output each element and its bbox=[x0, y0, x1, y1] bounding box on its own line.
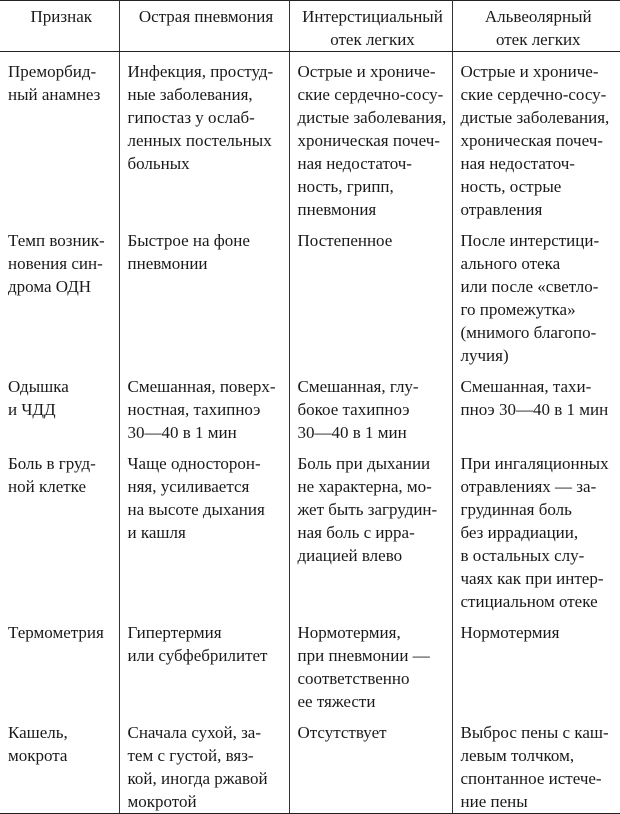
cell-sign: Кашель, мокрота bbox=[0, 713, 119, 814]
cell-alveolar: Нормотермия bbox=[452, 613, 620, 713]
header-pneumonia: Острая пневмония bbox=[119, 1, 289, 52]
cell-interstitial: Постепенное bbox=[289, 221, 452, 367]
cell-pneumonia: Чаще односторон- няя, усиливается на высоте дыхания и кашля bbox=[119, 444, 289, 613]
table-row bbox=[0, 613, 620, 713]
table-row bbox=[0, 713, 620, 814]
cell-interstitial: Нормотермия, при пневмонии — соответственно ее тяжести bbox=[289, 613, 452, 713]
cell-interstitial: Острые и хрониче- ские сердечно-сосу- дистые заболевания, хроническая почеч- ная недостаточ- ность, грипп, пневмония bbox=[289, 52, 452, 222]
cell-pneumonia: Быстрое на фоне пневмонии bbox=[119, 221, 289, 367]
table-row bbox=[0, 444, 620, 613]
cell-pneumonia: Инфекция, простуд- ные заболевания, гипостаз у ослаб- ленных постельных больных bbox=[119, 52, 289, 222]
cell-interstitial: Отсутствует bbox=[289, 713, 452, 814]
cell-interstitial: Боль при дыхании не характерна, мо- жет быть загрудин- ная боль с ирра- диацией влево bbox=[289, 444, 452, 613]
cell-alveolar: Смешанная, тахи- пноэ 30—40 в 1 мин bbox=[452, 367, 620, 444]
cell-alveolar: Выброс пены с каш- левым толчком, спонтанное истече- ние пены bbox=[452, 713, 620, 814]
cell-pneumonia: Гипертермия или субфебрилитет bbox=[119, 613, 289, 713]
cell-sign: Термометрия bbox=[0, 613, 119, 713]
table-row bbox=[0, 367, 620, 444]
cell-sign: Преморбид- ный анамнез bbox=[0, 52, 119, 222]
cell-sign: Темп возник- новения син- дрома ОДН bbox=[0, 221, 119, 367]
cell-alveolar: Острые и хрониче- ские сердечно-сосу- дистые заболевания, хроническая почеч- ная недостаточ- ность, острые отравления bbox=[452, 52, 620, 222]
cell-interstitial: Смешанная, глу- бокое тахипноэ 30—40 в 1 мин bbox=[289, 367, 452, 444]
cell-alveolar: При ингаляционных отравлениях — за- грудинная боль без иррадиации, в остальных слу- чаях как при интер- стициальном отеке bbox=[452, 444, 620, 613]
header-alveolar-edema: Альвеолярный отек легких bbox=[452, 1, 620, 52]
table-header-row bbox=[0, 1, 620, 52]
table-row bbox=[0, 52, 620, 222]
cell-alveolar: После интерстици- ального отека или после «светло- го промежутка» (мнимого благопо- лучия) bbox=[452, 221, 620, 367]
cell-sign: Боль в груд- ной клетке bbox=[0, 444, 119, 613]
table-row bbox=[0, 221, 620, 367]
cell-pneumonia: Смешанная, поверх- ностная, тахипноэ 30—40 в 1 мин bbox=[119, 367, 289, 444]
header-interstitial-edema: Интерстициальный отек легких bbox=[289, 1, 452, 52]
header-sign: Признак bbox=[0, 1, 119, 52]
cell-sign: Одышка и ЧДД bbox=[0, 367, 119, 444]
cell-pneumonia: Сначала сухой, за- тем с густой, вяз- кой, иногда ржавой мокротой bbox=[119, 713, 289, 814]
